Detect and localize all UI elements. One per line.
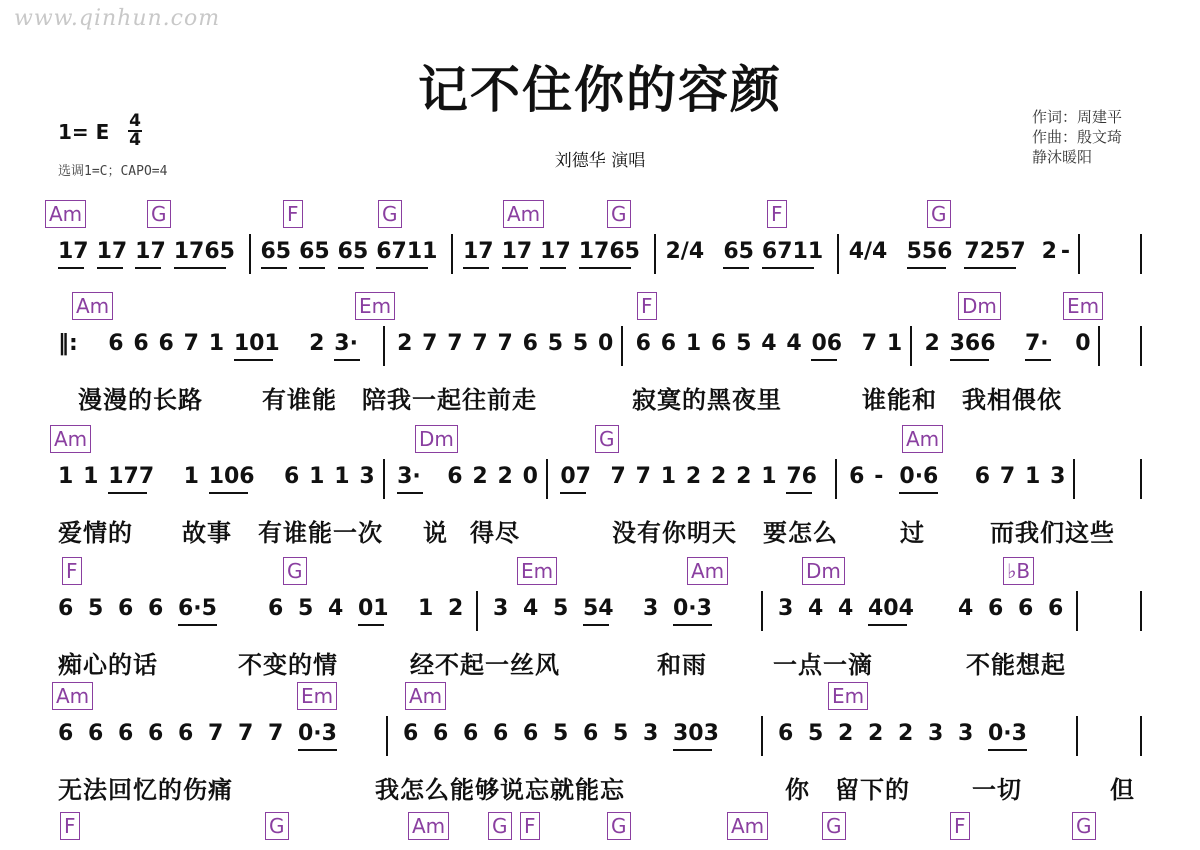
note-group: 6 <box>433 721 449 746</box>
chord-label: Dm <box>802 557 845 585</box>
note-group: 17 <box>58 239 89 264</box>
note-group: 3 <box>958 721 974 746</box>
note-group: 7 <box>472 331 488 356</box>
chord-label: ♭B <box>1003 557 1034 585</box>
note-group: 65 <box>337 239 369 264</box>
note-group: 6 <box>268 596 284 621</box>
beam-line <box>135 267 161 269</box>
note-group: 3· <box>334 331 358 356</box>
chord-label: Em <box>828 682 868 710</box>
note-group: 7 <box>422 331 438 356</box>
end-bar-line <box>1140 591 1142 631</box>
note-group: 01 <box>358 596 389 621</box>
note-group: 5 <box>808 721 824 746</box>
lyric-phrase: 但 <box>1110 776 1135 804</box>
chord-label: G <box>283 557 307 585</box>
note-group: 6 <box>849 464 865 489</box>
beam-line <box>673 624 712 626</box>
lyric-phrase: 而我们这些 <box>990 519 1115 547</box>
note-group: 2 <box>309 331 325 356</box>
chord-label: Am <box>72 292 113 320</box>
time-bottom: 4 <box>129 130 141 150</box>
beam-line <box>762 267 814 269</box>
note-group: 0·6 <box>899 464 939 489</box>
bar-line <box>654 234 656 274</box>
beam-line <box>338 267 364 269</box>
lyric-phrase: 我相偎依 <box>962 386 1062 414</box>
chord-label: Em <box>517 557 557 585</box>
chord-label: F <box>62 557 82 585</box>
note-group: 0 <box>522 464 538 489</box>
note-group: 3 <box>778 596 794 621</box>
beam-line <box>261 267 287 269</box>
note-group: 404 <box>868 596 914 621</box>
chord-label: Am <box>405 682 446 710</box>
beam-line <box>209 492 248 494</box>
bar-line <box>386 716 388 756</box>
lyric-phrase: 有谁能一次 <box>258 519 383 547</box>
note-group: 6 <box>463 721 479 746</box>
chord-label: F <box>520 812 540 840</box>
note-group: 5 <box>547 331 564 356</box>
note-group: 6 <box>88 721 104 746</box>
beam-line <box>463 267 489 269</box>
lyric-phrase: 爱情的 <box>58 519 133 547</box>
beam-line <box>950 359 989 361</box>
note-group: 7 <box>610 464 626 489</box>
note-group: 6 <box>58 596 74 621</box>
end-bar-line <box>1140 459 1142 499</box>
note-group: 6 <box>523 721 539 746</box>
note-group: 2 <box>711 464 727 489</box>
note-group: 6 <box>1048 596 1064 621</box>
chord-label: Am <box>45 200 86 228</box>
lyric-phrase: 没有你明天 <box>612 519 737 547</box>
time-top: 4 <box>129 111 141 131</box>
beam-line <box>560 492 586 494</box>
note-group: 303 <box>673 721 719 746</box>
chord-label: F <box>950 812 970 840</box>
lyric-phrase: 寂寞的黑夜里 <box>632 386 782 414</box>
note-group: 17 <box>135 239 166 264</box>
bar-line <box>910 326 912 366</box>
beam-line <box>673 749 712 751</box>
note-group: 76 <box>786 464 817 489</box>
note-group: 6 <box>988 596 1004 621</box>
bar-line <box>249 234 251 274</box>
note-group: 2 <box>685 464 702 489</box>
note-group: 5 <box>553 721 569 746</box>
note-group: 1 <box>83 464 99 489</box>
note-group: 3 <box>1050 464 1066 489</box>
note-group: 2 <box>448 596 464 621</box>
chord-label: Am <box>52 682 93 710</box>
lyric-phrase: 和雨 <box>657 651 707 679</box>
key-signature: 1= E <box>58 120 110 144</box>
beam-line <box>58 267 84 269</box>
lyricist: 作词：周建平 <box>1032 108 1123 126</box>
note-group: 4 <box>523 596 539 621</box>
note-group: 6 <box>148 721 164 746</box>
lyric-phrase: 陪我一起往前走 <box>362 386 537 414</box>
lyric-phrase: 过 <box>900 519 925 547</box>
note-group: 2/4 <box>665 239 705 264</box>
note-group: 0·3 <box>298 721 337 746</box>
note-group: 1765 <box>173 239 235 264</box>
lyric-phrase: 漫漫的长路 <box>78 386 203 414</box>
beam-line <box>811 359 837 361</box>
note-group: 6 <box>1018 596 1034 621</box>
lyric-phrase: 一切 <box>972 776 1022 804</box>
note-group: 7 <box>999 464 1016 489</box>
note-group: 1 <box>761 464 777 489</box>
note-group: 2 <box>736 464 752 489</box>
watermark: www.qinhun.com <box>14 6 221 31</box>
note-group: 3 <box>359 464 375 489</box>
chord-label: Am <box>503 200 544 228</box>
note-group: 1 <box>685 331 702 356</box>
note-group: 2 <box>868 721 884 746</box>
beam-line <box>358 624 384 626</box>
note-group: 0 <box>1075 331 1091 356</box>
note-group: 177 <box>108 464 155 489</box>
note-group: 106 <box>208 464 255 489</box>
note-group: 1 <box>418 596 434 621</box>
bar-line <box>621 326 623 366</box>
chord-label: G <box>607 200 631 228</box>
note-group: - <box>874 464 884 489</box>
lyric-phrase: 不变的情 <box>238 651 338 679</box>
note-group: 6 <box>118 721 134 746</box>
beam-line <box>174 267 226 269</box>
chord-label: Em <box>297 682 337 710</box>
bar-line <box>476 591 478 631</box>
note-group: 4 <box>786 331 802 356</box>
end-bar-line <box>1140 716 1142 756</box>
beam-line <box>97 267 123 269</box>
beam-line <box>964 267 1016 269</box>
note-group: 1 <box>886 331 903 356</box>
note-group: 1 <box>208 331 224 356</box>
chord-label: Am <box>902 425 943 453</box>
bar-line <box>451 234 453 274</box>
bar-line <box>761 591 763 631</box>
chord-label: G <box>265 812 289 840</box>
note-group: 2 <box>838 721 854 746</box>
note-group: 4 <box>958 596 974 621</box>
note-group: 6 <box>778 721 794 746</box>
note-group: 4 <box>328 596 344 621</box>
note-group: 1 <box>58 464 74 489</box>
chord-label: Am <box>727 812 768 840</box>
lyric-phrase: 得尽 <box>470 519 520 547</box>
chord-label: Dm <box>415 425 458 453</box>
note-group: 6·5 <box>178 596 217 621</box>
note-group: 4 <box>808 596 824 621</box>
beam-line <box>907 267 946 269</box>
beam-line <box>899 492 938 494</box>
note-group: 6 <box>447 464 463 489</box>
chord-label: G <box>1072 812 1096 840</box>
note-group: 7 <box>208 721 224 746</box>
arranger: 静沐暖阳 <box>1032 148 1093 166</box>
bar-line <box>837 234 839 274</box>
note-group: 65 <box>260 239 292 264</box>
note-group: 6 <box>118 596 134 621</box>
chord-label: F <box>767 200 787 228</box>
credits <box>1032 107 1122 167</box>
note-group: 6711 <box>376 239 438 264</box>
lyric-phrase: 有谁能 <box>262 386 337 414</box>
bar-line <box>835 459 837 499</box>
beam-line <box>988 749 1027 751</box>
note-group: 1 <box>334 464 350 489</box>
note-group: 6 <box>133 331 149 356</box>
beam-line <box>397 492 423 494</box>
bar-line <box>546 459 548 499</box>
note-group: 6 <box>711 331 727 356</box>
note-group: - <box>1060 239 1070 264</box>
note-group: 6 <box>178 721 194 746</box>
lyric-phrase: 我怎么能够说忘就能忘 <box>375 776 625 804</box>
chord-label: Am <box>50 425 91 453</box>
lyric-phrase: 故事 <box>182 519 232 547</box>
note-group: 3 <box>643 596 659 621</box>
note-group: 1 <box>660 464 677 489</box>
note-group: 65 <box>299 239 330 264</box>
note-group: 6 <box>58 721 74 746</box>
bar-line <box>383 459 385 499</box>
beam-line <box>298 749 337 751</box>
beam-line <box>868 624 907 626</box>
note-group: 65 <box>723 239 754 264</box>
beam-line <box>1025 359 1051 361</box>
note-group: 0·3 <box>673 596 712 621</box>
chord-label: Dm <box>958 292 1001 320</box>
chord-label: F <box>283 200 303 228</box>
note-group: 7 <box>447 331 463 356</box>
note-group: 1 <box>183 464 199 489</box>
note-group: 366 <box>949 331 996 356</box>
note-group: 07 <box>560 464 591 489</box>
note-group: 2 <box>1041 239 1057 264</box>
note-group: 6 <box>148 596 164 621</box>
note-group: 6711 <box>761 239 824 264</box>
note-group: 54 <box>583 596 614 621</box>
bar-line <box>1076 591 1078 631</box>
composer: 作曲：殷文琦 <box>1032 128 1123 146</box>
beam-line <box>178 624 217 626</box>
note-group: 06 <box>811 331 843 356</box>
lyric-phrase: 痴心的话 <box>58 651 158 679</box>
note-group: 5 <box>553 596 569 621</box>
note-group: ‖: <box>58 331 78 356</box>
note-group: 3 <box>643 721 659 746</box>
beam-line <box>299 267 325 269</box>
note-group: 5 <box>736 331 752 356</box>
bar-line <box>761 716 763 756</box>
lyric-phrase: 谁能和 <box>862 386 937 414</box>
lyric-phrase: 经不起一丝风 <box>410 651 560 679</box>
note-group: 7· <box>1024 331 1049 356</box>
note-group: 5 <box>88 596 104 621</box>
note-group: 3· <box>397 464 421 489</box>
note-group: 2 <box>924 331 940 356</box>
beam-line <box>334 359 360 361</box>
chord-label: G <box>488 812 512 840</box>
note-group: 2 <box>397 331 413 356</box>
note-group: 6 <box>493 721 509 746</box>
chord-label: F <box>60 812 80 840</box>
lyric-phrase: 你 <box>785 776 810 804</box>
lyric-phrase: 要怎么 <box>763 519 838 547</box>
note-group: 17 <box>96 239 128 264</box>
note-group: 4/4 <box>848 239 888 264</box>
note-group: 17 <box>540 239 571 264</box>
page-title: 记不住你的容颜 <box>418 61 782 119</box>
chord-label: Am <box>687 557 728 585</box>
lyric-phrase: 无法回忆的伤痛 <box>58 776 233 804</box>
beam-line <box>540 267 566 269</box>
note-group: 6 <box>108 331 124 356</box>
note-group: 6 <box>583 721 599 746</box>
beam-line <box>786 492 812 494</box>
note-group: 2 <box>898 721 914 746</box>
note-group: 7257 <box>964 239 1026 264</box>
note-group: 1 <box>1024 464 1041 489</box>
bar-line <box>1098 326 1100 366</box>
chord-label: F <box>637 292 657 320</box>
chord-label: G <box>378 200 402 228</box>
note-group: 0 <box>598 331 614 356</box>
lyric-phrase: 不能想起 <box>966 651 1066 679</box>
note-group: 556 <box>906 239 953 264</box>
note-group: 7 <box>238 721 254 746</box>
note-group: 17 <box>501 239 533 264</box>
chord-label: Em <box>1063 292 1103 320</box>
note-group: 17 <box>463 239 494 264</box>
note-group: 4 <box>838 596 854 621</box>
bar-line <box>1078 234 1080 274</box>
note-group: 6 <box>522 331 538 356</box>
note-group: 3 <box>928 721 944 746</box>
note-group: 101 <box>233 331 280 356</box>
note-group: 5 <box>572 331 589 356</box>
chord-label: G <box>595 425 619 453</box>
note-group: 2 <box>497 464 513 489</box>
lyric-phrase: 留下的 <box>835 776 910 804</box>
note-group: 2 <box>472 464 488 489</box>
chord-label: Em <box>355 292 395 320</box>
note-group: 1 <box>309 464 325 489</box>
note-group: 3 <box>493 596 509 621</box>
beam-line <box>108 492 147 494</box>
note-group: 4 <box>761 331 777 356</box>
note-group: 1765 <box>578 239 640 264</box>
note-group: 5 <box>613 721 629 746</box>
chord-label: Am <box>408 812 449 840</box>
chord-label: G <box>927 200 951 228</box>
end-bar-line <box>1140 326 1142 366</box>
note-group: 7 <box>635 464 651 489</box>
chord-label: G <box>822 812 846 840</box>
bar-line <box>383 326 385 366</box>
note-group: 0·3 <box>988 721 1027 746</box>
bar-line <box>1073 459 1075 499</box>
note-group: 5 <box>298 596 314 621</box>
capo-note: 选调1=C；CAPO=4 <box>58 164 168 179</box>
time-signature <box>128 113 142 149</box>
chord-label: G <box>607 812 631 840</box>
note-group: 7 <box>183 331 199 356</box>
bar-line <box>1076 716 1078 756</box>
note-group: 7 <box>861 331 878 356</box>
note-group: 6 <box>635 331 651 356</box>
beam-line <box>723 267 749 269</box>
note-group: 6 <box>158 331 174 356</box>
note-group: 6 <box>284 464 300 489</box>
end-bar-line <box>1140 234 1142 274</box>
note-group: 6 <box>974 464 991 489</box>
note-group: 7 <box>268 721 284 746</box>
beam-line <box>583 624 609 626</box>
beam-line <box>376 267 428 269</box>
beam-line <box>502 267 528 269</box>
beam-line <box>579 267 631 269</box>
chord-label: G <box>147 200 171 228</box>
beam-line <box>234 359 273 361</box>
lyric-phrase: 一点一滴 <box>773 651 873 679</box>
singer: 刘德华 演唱 <box>554 151 646 171</box>
note-group: 6 <box>660 331 677 356</box>
note-group: 6 <box>403 721 419 746</box>
lyric-phrase: 说 <box>423 519 448 547</box>
note-group: 7 <box>497 331 513 356</box>
